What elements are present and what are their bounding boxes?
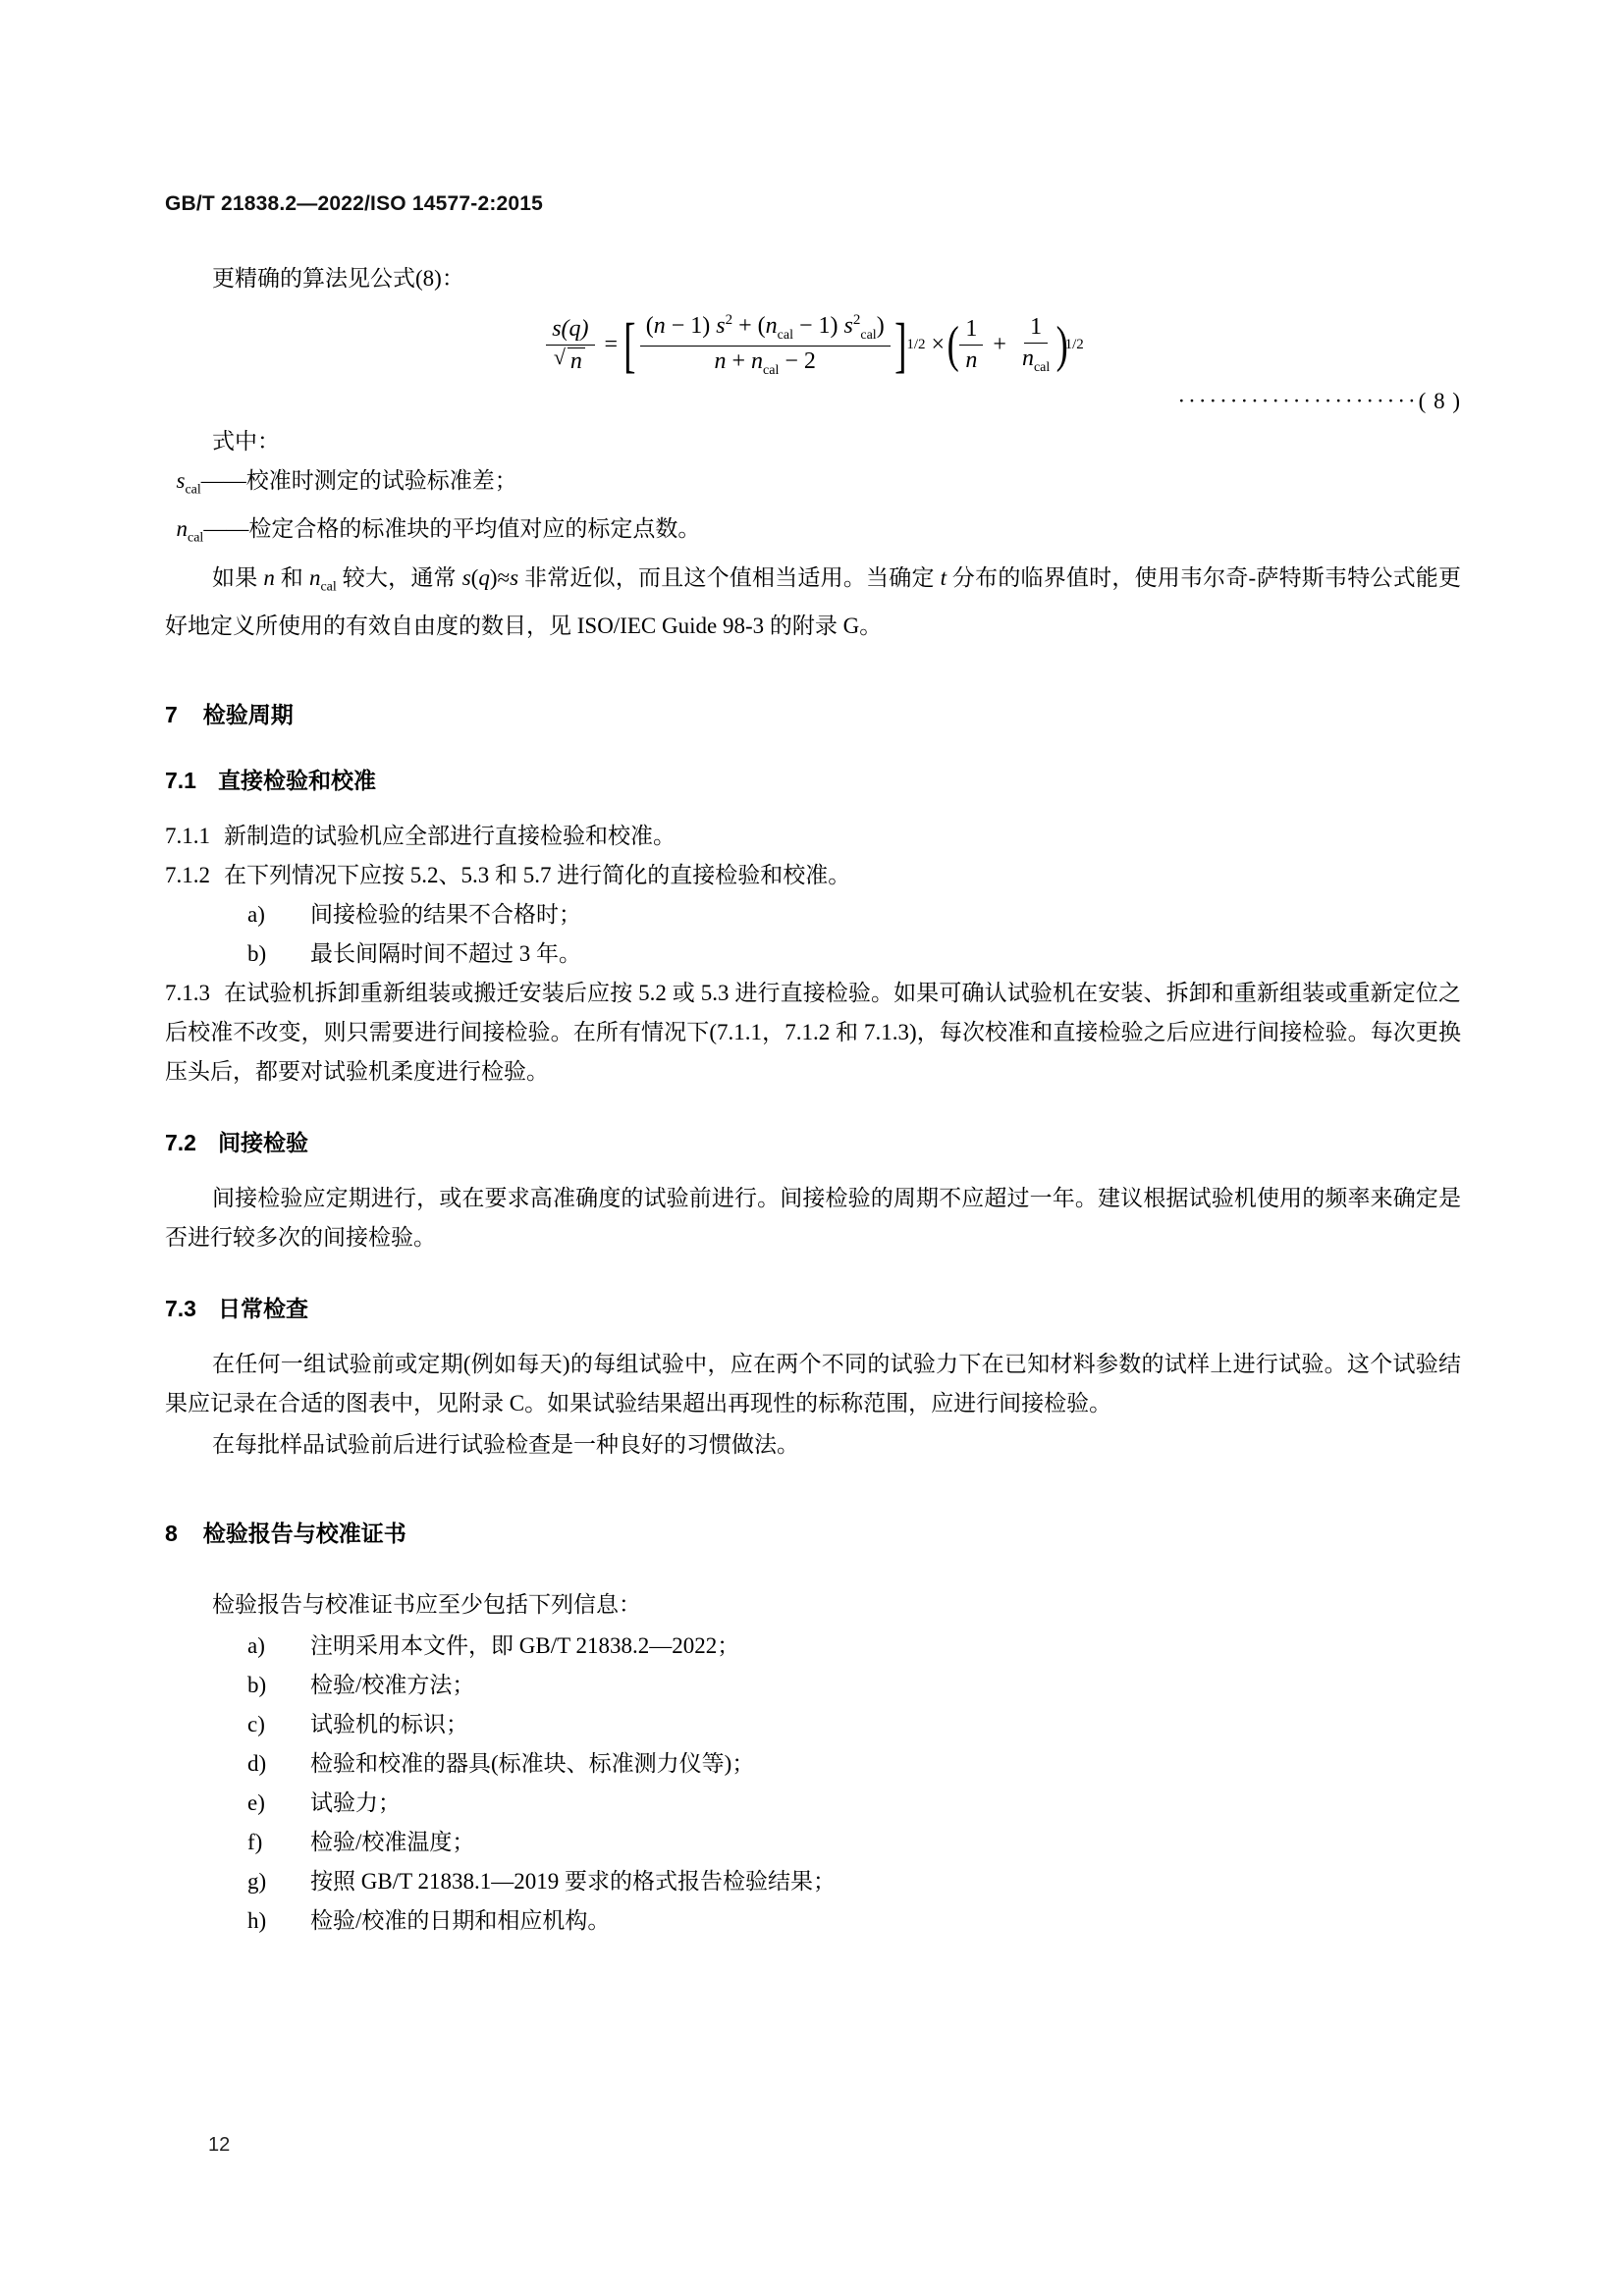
paren-term-2-num: 1 (1024, 314, 1048, 344)
paren-right: ) (1055, 317, 1068, 373)
formula-lead-text: 更精确的算法见公式(8)： (212, 266, 464, 291)
list-item (165, 1823, 1461, 1862)
list-text: 注明采用本文件，即 GB/T 21838.2—2022； (310, 1633, 740, 1659)
list-marker: d) (247, 1751, 267, 1777)
multiplication-sign: × (925, 332, 951, 358)
closing-paragraph: 如果 n 和 $n_{cal}$ 较大，通常 s(q)≈s 非常近似，而且这个值相当适用。当确定 t 分布的临界值时，使用韦尔奇-萨特斯韦特公式能更好地定义所使用的有效自由度的数目，见 ISO/IEC Guide 98-3 的附录 G。 (165, 564, 1462, 639)
lhs-fraction (546, 316, 594, 375)
list-marker: c) (247, 1712, 265, 1737)
section-7-3-title: 日常检查 (217, 1296, 308, 1322)
section-8-number: 8 (165, 1521, 178, 1547)
section-7-3-heading (165, 1291, 1461, 1323)
list-item (165, 1705, 1461, 1744)
symbol-definition-ncal: $n_{cal}——$检定合格的标准块的平均值对应的标定点数。 (176, 516, 701, 546)
clause-7-1-3 (165, 974, 1461, 1092)
bracket-left: [ (623, 311, 636, 379)
clause-7-1-1 (165, 817, 1461, 856)
section-7-3-number: 7.3 (165, 1296, 196, 1322)
page-content (165, 192, 1461, 1941)
list-text: 间接检验的结果不合格时； (310, 902, 581, 928)
section-7-number: 7 (165, 702, 178, 728)
list-marker: f) (247, 1830, 263, 1855)
lhs-denominator: √ n (550, 346, 591, 375)
clause-7-1-1-number: 7.1.1 (165, 824, 210, 849)
leader-dots: ······················· (1177, 388, 1419, 413)
paren-term-2-den: $n_{cal}$ (1021, 346, 1051, 376)
clause-7-1-3-number: 7.1.3 (165, 981, 210, 1006)
section-7-2-title: 间接检验 (217, 1130, 308, 1156)
section-8-title: 检验报告与校准证书 (202, 1521, 406, 1547)
spacer (165, 1575, 1461, 1585)
list-text: 检验/校准方法； (310, 1673, 475, 1698)
list-text: 试验力； (310, 1790, 401, 1816)
list-marker: e) (247, 1790, 265, 1816)
where-label: 式中： (212, 428, 280, 454)
list-item (165, 895, 1461, 934)
paren-term-1-num: 1 (959, 316, 983, 346)
section-7-1-number: 7.1 (165, 768, 196, 794)
bracket-numerator: (n − 1) $s^2 + (n_{cal} - 1)$ $s^2_{cal}$) (640, 312, 891, 347)
list-item (165, 1666, 1461, 1705)
list-text: 检验/校准温度； (310, 1830, 475, 1855)
section-7-3-paragraph-2: 在每批样品试验前后进行试验检查是一种良好的习惯做法。 (212, 1432, 799, 1458)
list-item (165, 1784, 1461, 1823)
plus-sign: + (987, 332, 1012, 358)
paren-term-2 (1016, 314, 1055, 376)
list-item (165, 934, 1461, 974)
equation-8-number (165, 389, 1461, 414)
section-7-heading (165, 697, 1461, 729)
clause-7-1-2 (165, 856, 1461, 895)
clause-7-1-2-text: 在下列情况下应按 5.2、5.3 和 5.7 进行简化的直接检验和校准。 (224, 863, 851, 888)
equation-8 (165, 312, 1461, 379)
list-text: 检验/校准的日期和相应机构。 (310, 1908, 611, 1934)
lhs-numerator: s(q) (546, 316, 594, 346)
section-7-title: 检验周期 (202, 702, 294, 728)
section-7-2-paragraph: 间接检验应定期进行，或在要求高准确度的试验前进行。间接检验的周期不应超过一年。建议根据试验机使用的频率来确定是否进行较多次的间接检验。 (165, 1186, 1461, 1251)
list-item (165, 1627, 1461, 1666)
list-marker: h) (247, 1908, 267, 1934)
list-item (165, 1862, 1461, 1901)
list-marker: a) (247, 902, 265, 928)
list-marker: b) (247, 941, 267, 967)
list-text: 检验和校准的器具(标准块、标准测力仪等)； (310, 1751, 755, 1777)
list-marker: g) (247, 1869, 267, 1895)
list-text: 按照 GB/T 21838.1—2019 要求的格式报告检验结果； (310, 1869, 836, 1895)
section-7-1-title: 直接检验和校准 (217, 768, 376, 794)
list-marker: a) (247, 1633, 265, 1659)
clause-7-1-2-number: 7.1.2 (165, 863, 210, 888)
symbol-definition-scal: $s_{cal}——$校准时测定的试验标准差； (176, 467, 517, 498)
bracket-exponent: 1/2 (906, 337, 926, 353)
equation-number-label: ( 8 ) (1418, 388, 1461, 413)
paren-term-1 (959, 316, 983, 374)
clause-7-1-3-text: 在试验机拆卸重新组装或搬迁安装后应按 5.2 或 5.3 进行直接检验。如果可确认试验机在安装、拆卸和重新组装或重新定位之后校准不改变，则只需要进行间接检验。在所有情况下(7.1.1，7.1.2 和 7.1.3)，每次校准和直接检验之后应进行间接检验。每次更换压头后，都要对试验机柔度进行检验。 (165, 981, 1461, 1085)
paren-term-1-den: n (965, 347, 978, 374)
paren-left: ( (947, 317, 959, 373)
equals-sign: = (598, 332, 624, 358)
clause-7-1-1-text: 新制造的试验机应全部进行直接检验和校准。 (224, 824, 676, 849)
bracket-denominator: $n + n_{cal} - 2$ (714, 347, 816, 378)
list-text: 最长间隔时间不超过 3 年。 (310, 941, 581, 967)
list-marker: b) (247, 1673, 267, 1698)
list-item (165, 1901, 1461, 1941)
section-8-list (165, 1627, 1461, 1941)
page-number: 12 (208, 2134, 231, 2156)
equation-8-expression (542, 312, 1084, 379)
bracket-right: ] (893, 311, 907, 379)
section-8-heading (165, 1516, 1461, 1548)
section-8-lead: 检验报告与校准证书应至少包括下列信息： (212, 1592, 641, 1618)
section-7-2-number: 7.2 (165, 1130, 196, 1156)
section-7-2-heading (165, 1125, 1461, 1157)
list-item (165, 1744, 1461, 1784)
running-header: GB/T 21838.2—2022/ISO 14577-2:2015 (165, 192, 544, 215)
section-7-1-heading (165, 763, 1461, 795)
bracket-fraction (640, 312, 891, 379)
section-7-3-paragraph-1: 在任何一组试验前或定期(例如每天)的每组试验中，应在两个不同的试验力下在已知材料参数的试样上进行试验。这个试验结果应记录在合适的图表中，见附录 C。如果试验结果超出再现性的标称范围，应进行间接检验。 (165, 1352, 1461, 1416)
clause-7-1-2-list (165, 895, 1461, 974)
list-text: 试验机的标识； (310, 1712, 468, 1737)
paren-exponent: 1/2 (1064, 337, 1084, 353)
